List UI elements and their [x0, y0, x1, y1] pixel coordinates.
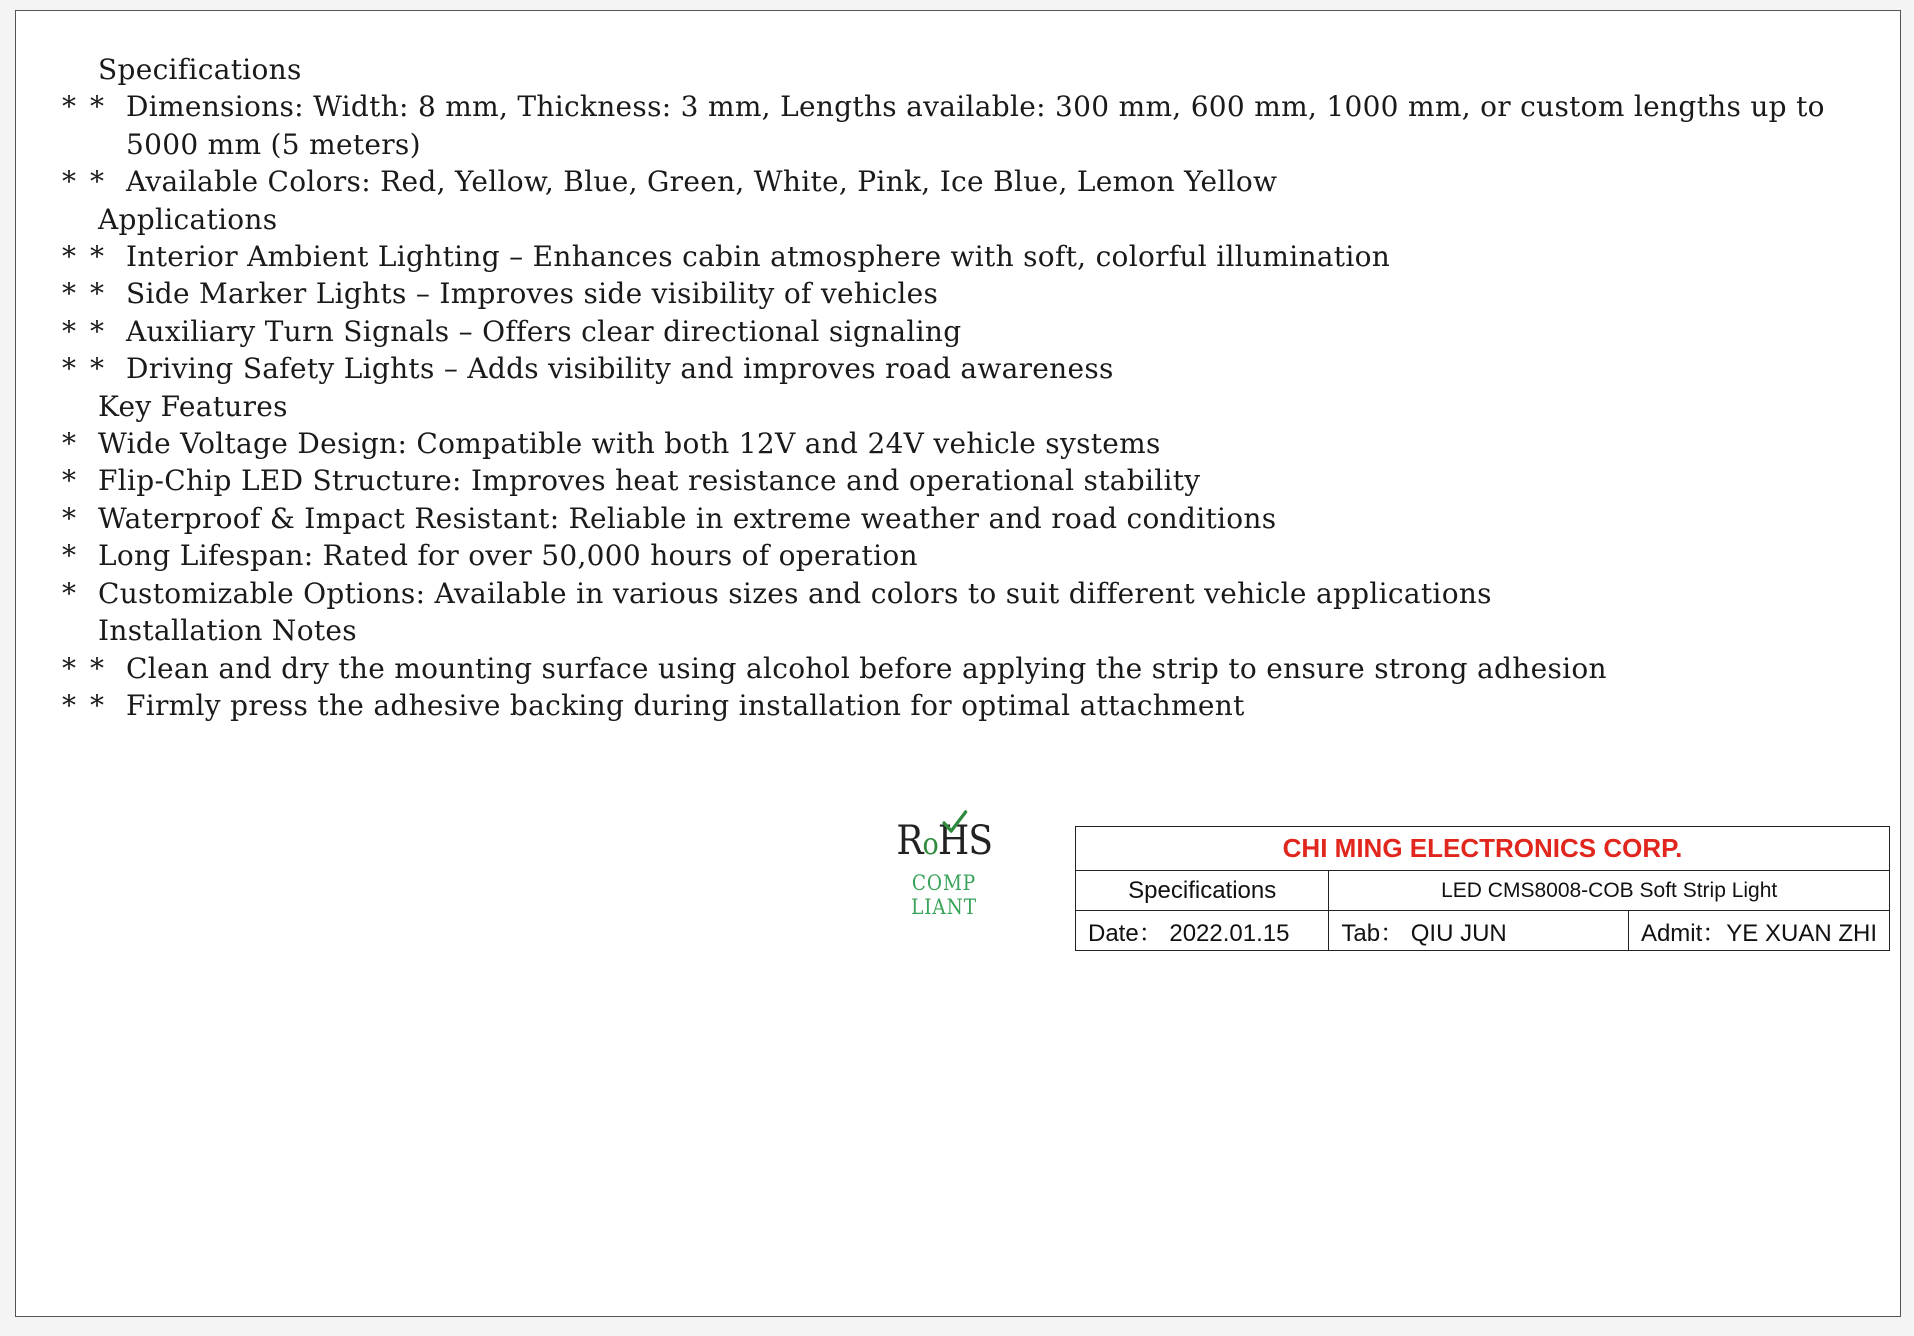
list-item: * Waterproof & Impact Resistant: Reliable in extreme weather and road conditions: [62, 501, 1277, 535]
admit-cell: Admit：YE XUAN ZHI: [1628, 911, 1889, 951]
list-item: * * Clean and dry the mounting surface using alcohol before applying the strip to ensure strong adhesion: [62, 651, 1607, 685]
section-heading-key-features: Key Features: [98, 389, 288, 423]
title-block-table: [1075, 826, 1890, 951]
document-page: [15, 10, 1901, 1317]
list-item: * * Firmly press the adhesive backing during installation for optimal attachment: [62, 688, 1245, 722]
list-item: * * Dimensions: Width: 8 mm, Thickness: 3 mm, Lengths available: 300 mm, 600 mm, 1000 mm, or custom lengths up to 5000 mm (5 meters): [62, 90, 1825, 161]
rohs-compliant-logo: [874, 817, 1014, 917]
list-item: * * Available Colors: Red, Yellow, Blue, Green, White, Pink, Ice Blue, Lemon Yellow: [62, 165, 1278, 199]
section-heading-applications: Applications: [98, 202, 278, 236]
list-item: * Customizable Options: Available in various sizes and colors to suit different vehicle applications: [62, 576, 1492, 610]
list-item: * * Interior Ambient Lighting – Enhances cabin atmosphere with soft, colorful illumination: [62, 240, 1391, 274]
company-name: CHI MING ELECTRONICS CORP.: [1076, 827, 1890, 871]
checkmark-icon: [941, 809, 968, 835]
date-cell: Date： 2022.01.15: [1076, 911, 1329, 951]
spec-content: [62, 51, 1882, 724]
list-item: * Flip-Chip LED Structure: Improves heat resistance and operational stability: [62, 464, 1201, 498]
list-item: * * Auxiliary Turn Signals – Offers clear directional signaling: [62, 314, 962, 348]
list-item: * * Driving Safety Lights – Adds visibility and improves road awareness: [62, 352, 1114, 386]
tab-cell: Tab： QIU JUN: [1329, 911, 1629, 951]
product-name: LED CMS8008-COB Soft Strip Light: [1329, 871, 1890, 911]
section-heading-specifications: Specifications: [98, 53, 302, 86]
list-item: * * Side Marker Lights – Improves side visibility of vehicles: [62, 277, 939, 311]
rohs-subtitle: COMP LIANT: [911, 871, 977, 919]
list-item: * Long Lifespan: Rated for over 50,000 hours of operation: [62, 539, 918, 573]
section-heading-installation-notes: Installation Notes: [98, 614, 357, 648]
document-type: Specifications: [1076, 871, 1329, 911]
list-item: * Wide Voltage Design: Compatible with both 12V and 24V vehicle systems: [62, 427, 1161, 461]
rohs-mark: RoHS: [896, 817, 992, 869]
